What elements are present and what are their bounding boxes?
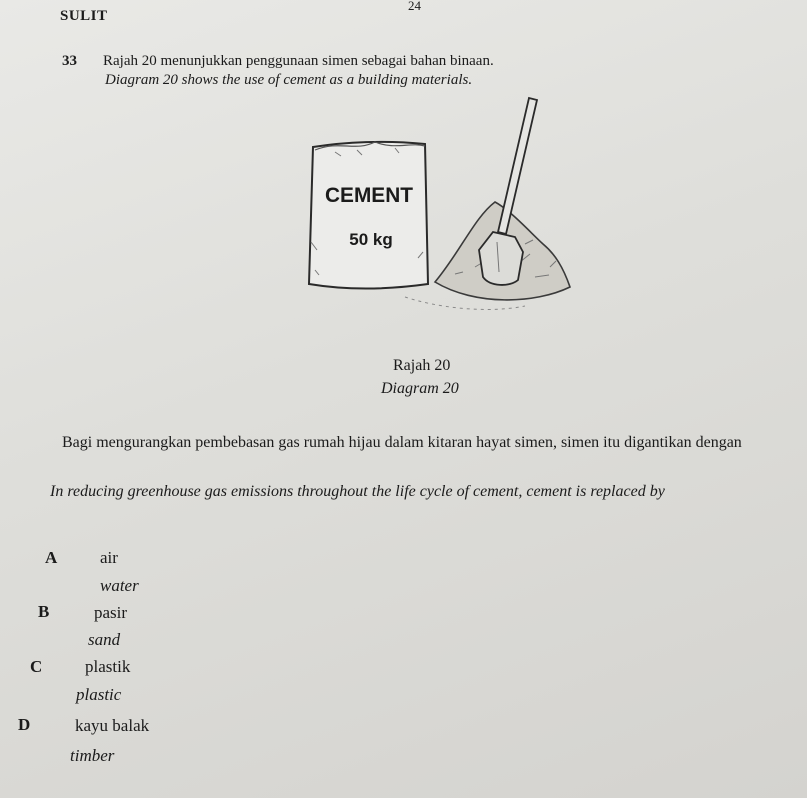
stem-text-malay: Bagi mengurangkan pembebasan gas rumah hijau dalam kitaran hayat simen, simen itu digantikan dengan [62, 434, 742, 451]
cement-diagram [285, 92, 585, 327]
question-text-malay: Rajah 20 menunjukkan penggunaan simen sebagai bahan binaan. [103, 53, 494, 69]
option-b-letter[interactable]: B [38, 602, 50, 621]
option-a-text-malay[interactable]: air [100, 548, 118, 567]
question-number: 33 [62, 53, 77, 69]
diagram-caption-malay: Rajah 20 [393, 357, 451, 374]
page-number: 24 [408, 0, 421, 13]
option-b-text-english[interactable]: sand [88, 630, 121, 649]
option-b-text-malay[interactable]: pasir [94, 603, 128, 622]
stem-text-english: In reducing greenhouse gas emissions throughout the life cycle of cement, cement is replaced by [50, 483, 665, 500]
option-d-text-english[interactable]: timber [70, 746, 115, 765]
bag-weight: 50 kg [349, 230, 393, 249]
question-text-english: Diagram 20 shows the use of cement as a building materials. [105, 72, 473, 88]
cement-bag [309, 142, 428, 289]
option-a-text-english[interactable]: water [100, 576, 139, 595]
option-c-text-malay[interactable]: plastik [85, 657, 131, 676]
option-c-text-english[interactable]: plastic [76, 685, 122, 704]
option-d-text-malay[interactable]: kayu balak [75, 716, 150, 735]
header-label: SULIT [60, 8, 108, 24]
option-a-letter[interactable]: A [45, 548, 58, 567]
bag-label: CEMENT [325, 184, 414, 207]
diagram-caption-english: Diagram 20 [381, 380, 459, 397]
option-c-letter[interactable]: C [30, 657, 43, 676]
option-d-letter[interactable]: D [18, 715, 31, 734]
